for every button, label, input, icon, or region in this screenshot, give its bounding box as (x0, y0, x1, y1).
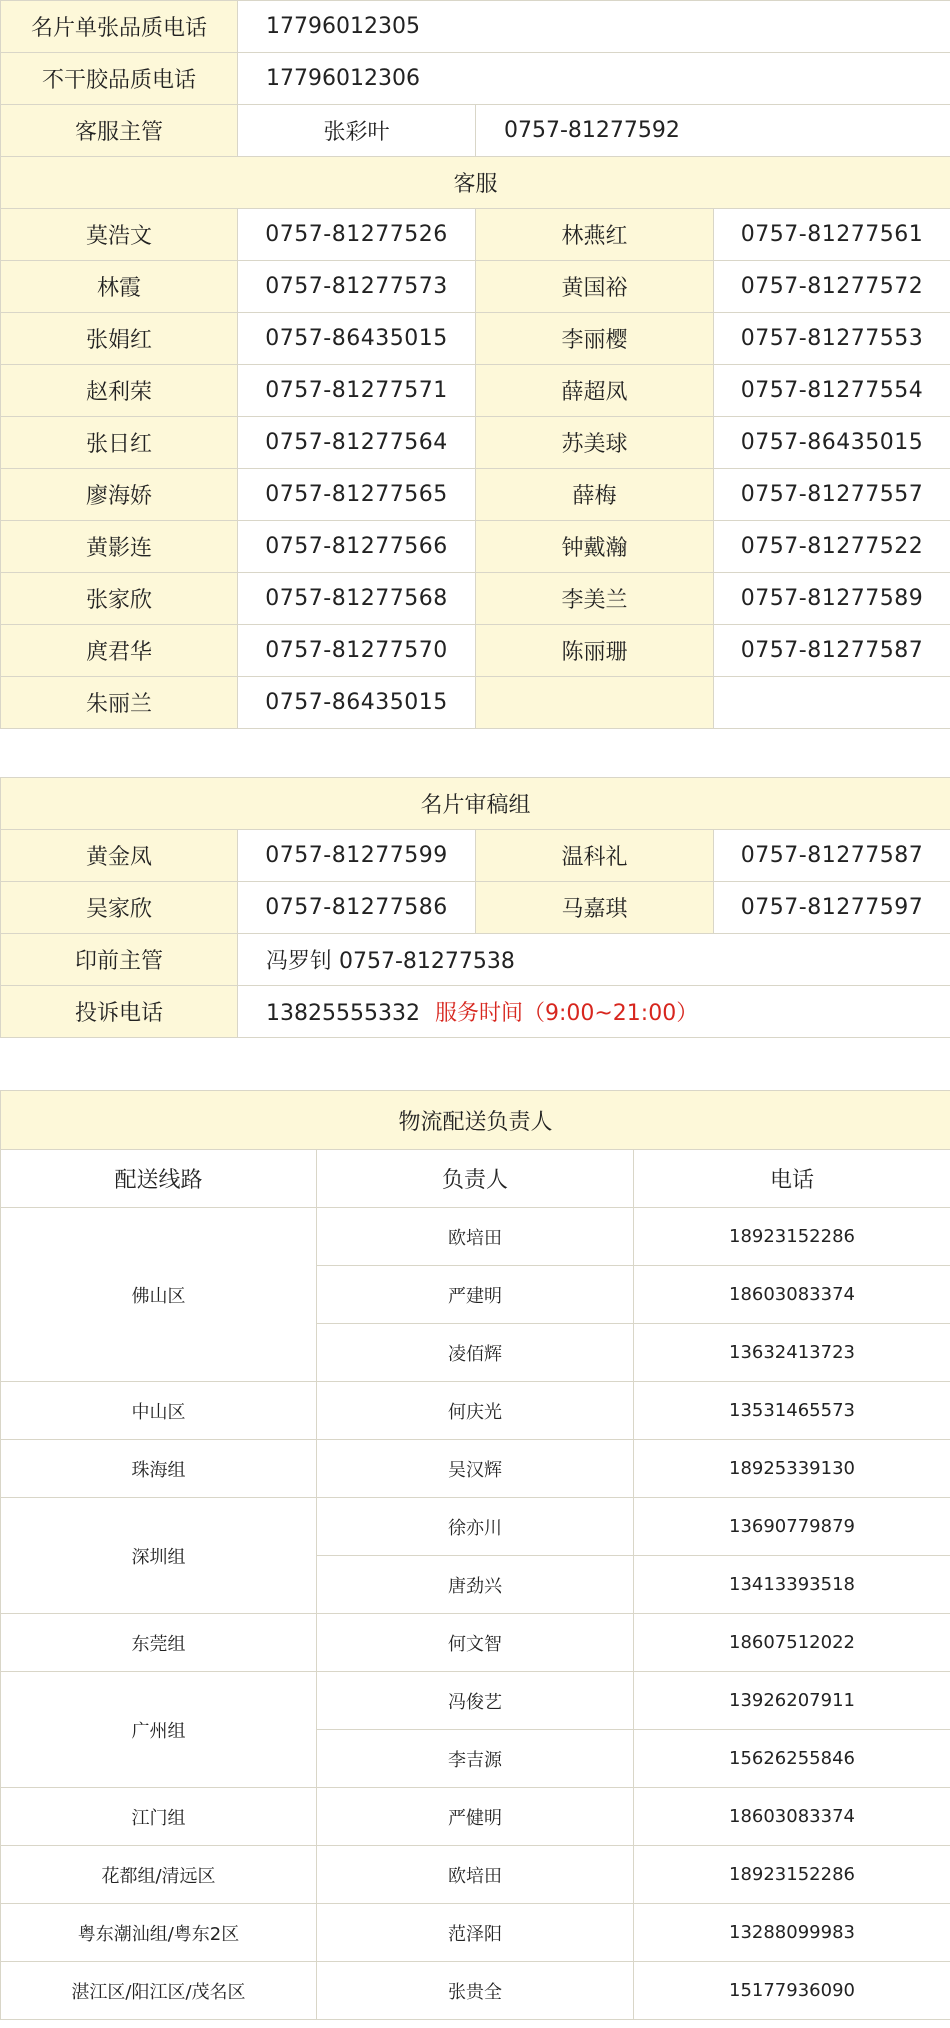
service-row (1, 209, 950, 261)
service-title: 客服 (1, 157, 950, 209)
person-cell: 范泽阳 (317, 1904, 634, 1962)
column-header-person: 负责人 (317, 1150, 634, 1208)
person-cell: 张贵全 (317, 1962, 634, 2020)
service-phone[interactable]: 0757-81277589 (714, 573, 950, 625)
service-name: 林霞 (1, 261, 238, 313)
person-cell: 唐劲兴 (317, 1556, 634, 1614)
service-row (1, 261, 950, 313)
service-name: 张娟红 (1, 313, 238, 365)
phone-cell[interactable]: 13531465573 (634, 1382, 950, 1440)
phone-cell[interactable]: 15626255846 (634, 1730, 950, 1788)
logistics-header-row (1, 1150, 950, 1208)
route-cell: 东莞组 (1, 1614, 317, 1672)
phone-cell[interactable]: 13413393518 (634, 1556, 950, 1614)
service-row (1, 469, 950, 521)
service-phone[interactable]: 0757-81277571 (238, 365, 476, 417)
person-cell: 何庆光 (317, 1382, 634, 1440)
route-cell: 广州组 (1, 1672, 317, 1788)
empty-cell (714, 677, 950, 729)
complaint-row (1, 986, 950, 1038)
person-cell: 凌佰辉 (317, 1324, 634, 1382)
phone-cell[interactable]: 18923152286 (634, 1846, 950, 1904)
service-phone[interactable]: 0757-81277557 (714, 469, 950, 521)
logistics-row (1, 1382, 950, 1440)
phone-cell[interactable]: 13926207911 (634, 1672, 950, 1730)
service-name: 莫浩文 (1, 209, 238, 261)
route-cell: 粤东潮汕组/粤东2区 (1, 1904, 317, 1962)
logistics-row (1, 1498, 950, 1556)
service-phone[interactable]: 0757-81277565 (238, 469, 476, 521)
service-name: 张家欣 (1, 573, 238, 625)
logistics-row (1, 1846, 950, 1904)
complaint-label: 投诉电话 (1, 986, 238, 1038)
service-row (1, 313, 950, 365)
service-phone[interactable]: 0757-81277566 (238, 521, 476, 573)
logistics-title: 物流配送负责人 (1, 1091, 950, 1150)
route-cell: 江门组 (1, 1788, 317, 1846)
review-row (1, 830, 950, 882)
logistics-title-row (1, 1091, 950, 1150)
service-row (1, 521, 950, 573)
service-phone[interactable]: 0757-81277570 (238, 625, 476, 677)
phone-cell[interactable]: 13288099983 (634, 1904, 950, 1962)
service-name: 张日红 (1, 417, 238, 469)
service-name: 赵利荣 (1, 365, 238, 417)
supervisor-row (1, 105, 950, 157)
complaint-phone[interactable]: 13825555332 (266, 1001, 420, 1026)
person-cell: 欧培田 (317, 1846, 634, 1904)
service-name: 薛梅 (476, 469, 714, 521)
review-phone[interactable]: 0757-81277586 (238, 882, 476, 934)
person-cell: 严健明 (317, 1788, 634, 1846)
person-cell: 严建明 (317, 1266, 634, 1324)
service-phone[interactable]: 0757-81277572 (714, 261, 950, 313)
phone-cell[interactable]: 18923152286 (634, 1208, 950, 1266)
service-row (1, 573, 950, 625)
service-phone[interactable]: 0757-81277573 (238, 261, 476, 313)
review-phone[interactable]: 0757-81277597 (714, 882, 950, 934)
service-name: 黄影连 (1, 521, 238, 573)
phone-cell[interactable]: 18607512022 (634, 1614, 950, 1672)
logistics-row (1, 1614, 950, 1672)
phone-cell[interactable]: 18603083374 (634, 1788, 950, 1846)
person-cell: 欧培田 (317, 1208, 634, 1266)
logistics-row (1, 1962, 950, 2020)
prepress-value[interactable]: 冯罗钊 0757-81277538 (238, 934, 950, 986)
service-row (1, 677, 950, 729)
person-cell: 吴汉辉 (317, 1440, 634, 1498)
phone-cell[interactable]: 18925339130 (634, 1440, 950, 1498)
route-cell: 佛山区 (1, 1208, 317, 1382)
review-title: 名片审稿组 (1, 778, 950, 830)
service-row (1, 365, 950, 417)
route-cell: 中山区 (1, 1382, 317, 1440)
phone-cell[interactable]: 13632413723 (634, 1324, 950, 1382)
service-phone[interactable]: 0757-81277553 (714, 313, 950, 365)
service-phone[interactable]: 0757-81277564 (238, 417, 476, 469)
service-phone[interactable]: 0757-81277522 (714, 521, 950, 573)
route-cell: 珠海组 (1, 1440, 317, 1498)
logistics-row (1, 1208, 950, 1266)
sticker-quality-phone-label: 不干胶品质电话 (1, 53, 238, 105)
review-title-row (1, 778, 950, 830)
route-cell: 深圳组 (1, 1498, 317, 1614)
service-name: 廖海娇 (1, 469, 238, 521)
review-name: 温科礼 (476, 830, 714, 882)
logistics-row (1, 1672, 950, 1730)
person-cell: 徐亦川 (317, 1498, 634, 1556)
service-hours: 服务时间（9:00~21:00） (434, 1001, 699, 1026)
service-name: 李美兰 (476, 573, 714, 625)
empty-cell (476, 677, 714, 729)
service-phone[interactable]: 0757-86435015 (714, 417, 950, 469)
person-cell: 李吉源 (317, 1730, 634, 1788)
route-cell: 花都组/清远区 (1, 1846, 317, 1904)
prepress-label: 印前主管 (1, 934, 238, 986)
customer-service-table (0, 0, 950, 729)
logistics-row (1, 1440, 950, 1498)
quality-phone-row (1, 1, 950, 53)
logistics-table (0, 1090, 950, 2020)
sticker-quality-phone-value[interactable]: 17796012306 (238, 53, 950, 105)
service-phone[interactable]: 0757-81277587 (714, 625, 950, 677)
person-cell: 何文智 (317, 1614, 634, 1672)
service-phone[interactable]: 0757-81277561 (714, 209, 950, 261)
column-header-phone: 电话 (634, 1150, 950, 1208)
complaint-value (238, 986, 950, 1038)
service-phone[interactable]: 0757-81277526 (238, 209, 476, 261)
column-header-route: 配送线路 (1, 1150, 317, 1208)
review-name: 马嘉琪 (476, 882, 714, 934)
service-name: 黄国裕 (476, 261, 714, 313)
quality-phone-label: 名片单张品质电话 (1, 1, 238, 53)
service-name: 李丽樱 (476, 313, 714, 365)
service-phone[interactable]: 0757-81277568 (238, 573, 476, 625)
phone-cell[interactable]: 13690779879 (634, 1498, 950, 1556)
route-cell: 湛江区/阳江区/茂名区 (1, 1962, 317, 2020)
prepress-row (1, 934, 950, 986)
service-name: 陈丽珊 (476, 625, 714, 677)
phone-cell[interactable]: 15177936090 (634, 1962, 950, 2020)
service-name: 朱丽兰 (1, 677, 238, 729)
service-phone[interactable]: 0757-86435015 (238, 313, 476, 365)
logistics-row (1, 1788, 950, 1846)
service-name: 庹君华 (1, 625, 238, 677)
supervisor-name: 张彩叶 (238, 105, 476, 157)
review-row (1, 882, 950, 934)
phone-cell[interactable]: 18603083374 (634, 1266, 950, 1324)
service-name: 苏美球 (476, 417, 714, 469)
service-phone[interactable]: 0757-81277554 (714, 365, 950, 417)
person-cell: 冯俊艺 (317, 1672, 634, 1730)
service-name: 薛超凤 (476, 365, 714, 417)
review-name: 黄金凤 (1, 830, 238, 882)
supervisor-phone[interactable]: 0757-81277592 (476, 105, 950, 157)
review-name: 吴家欣 (1, 882, 238, 934)
review-phone[interactable]: 0757-81277599 (238, 830, 476, 882)
service-name: 林燕红 (476, 209, 714, 261)
service-row (1, 417, 950, 469)
review-group-table (0, 777, 950, 1038)
service-phone[interactable]: 0757-86435015 (238, 677, 476, 729)
service-name: 钟戴瀚 (476, 521, 714, 573)
sticker-quality-phone-row (1, 53, 950, 105)
service-title-row (1, 157, 950, 209)
quality-phone-value[interactable]: 17796012305 (238, 1, 950, 53)
supervisor-label: 客服主管 (1, 105, 238, 157)
review-phone[interactable]: 0757-81277587 (714, 830, 950, 882)
logistics-row (1, 1904, 950, 1962)
service-row (1, 625, 950, 677)
